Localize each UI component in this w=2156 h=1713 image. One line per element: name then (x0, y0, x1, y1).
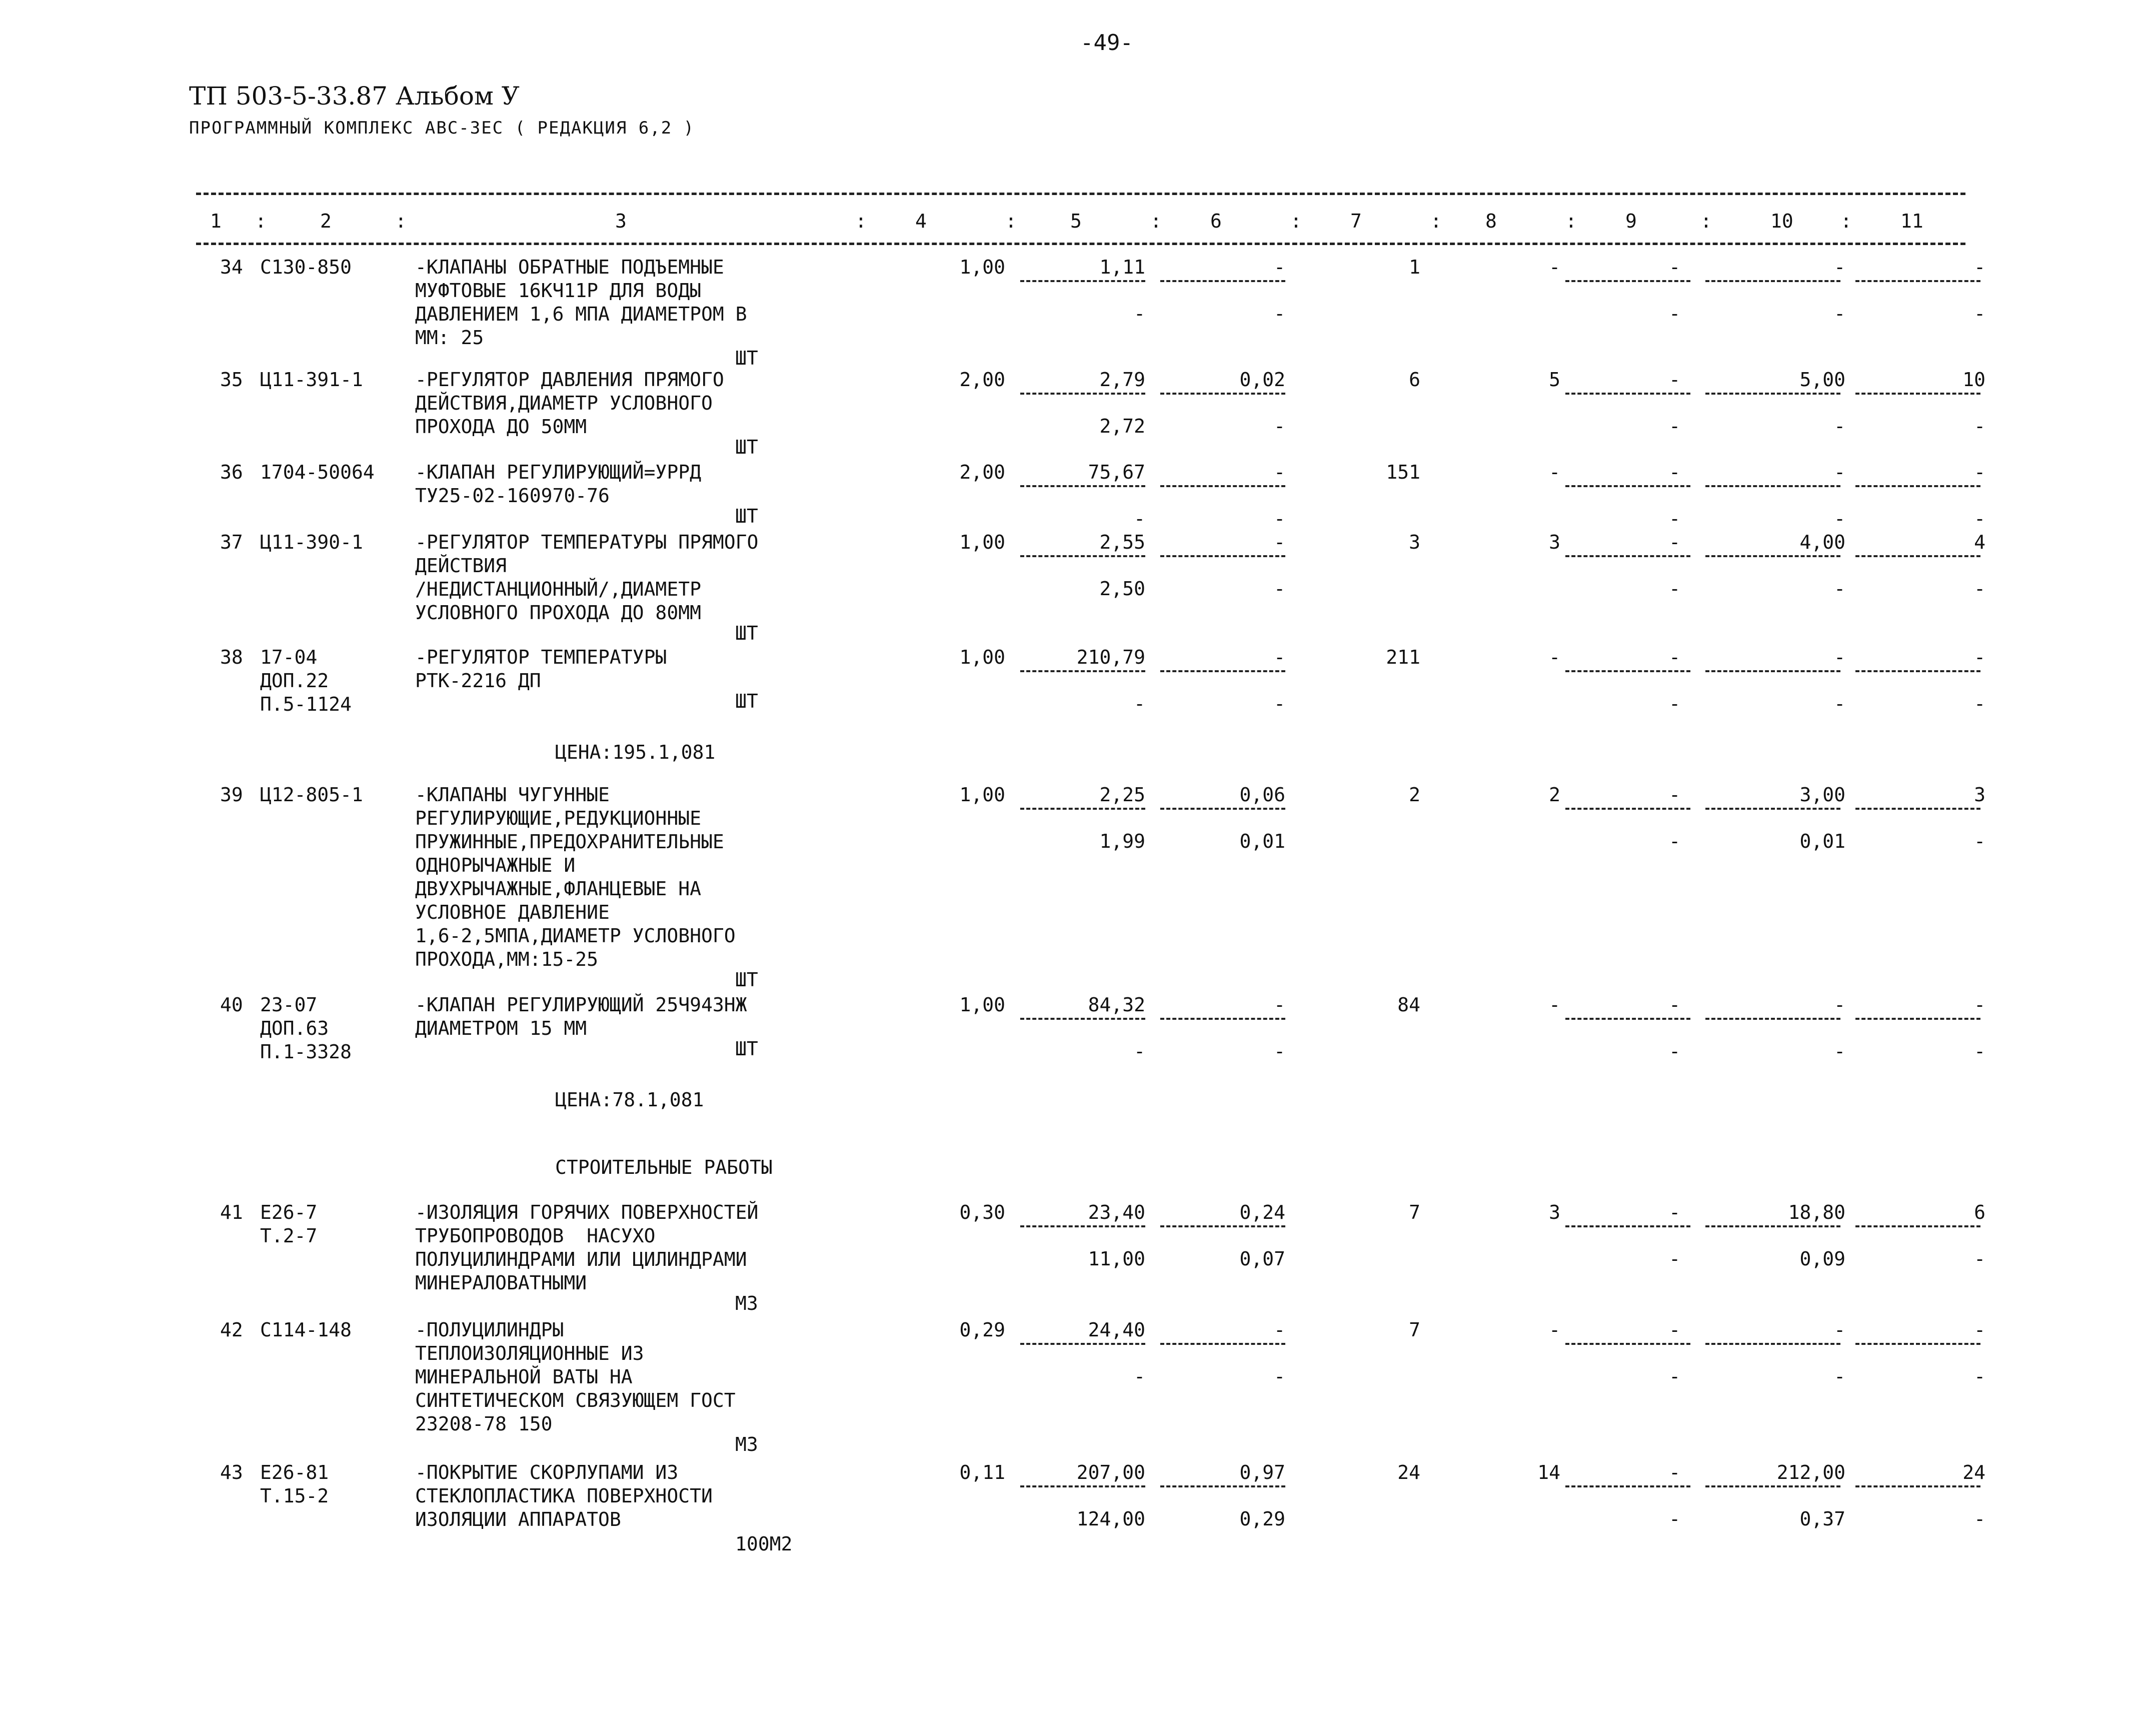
col10-divider (1705, 280, 1840, 282)
col11-divider (1855, 485, 1980, 487)
cell-col5-top: 23,40 (1088, 1201, 1145, 1223)
row-code: ДОП.22 (260, 670, 329, 692)
cell-col6-bottom: - (1274, 693, 1285, 715)
col10-divider (1705, 1018, 1840, 1020)
cell-col9-bottom: - (1669, 1040, 1680, 1062)
col6-divider (1160, 280, 1285, 282)
cell-col4: 1,00 (959, 531, 1005, 553)
row-description: РТК-2216 ДП (415, 670, 541, 692)
cell-col6-bottom: - (1274, 1365, 1285, 1387)
col6-divider (1160, 555, 1285, 557)
row-code: Ц11-391-1 (260, 369, 363, 391)
cell-col11-top: 6 (1974, 1201, 1985, 1223)
cell-col6-bottom: - (1274, 578, 1285, 600)
cell-col9-top: - (1669, 1461, 1680, 1483)
col5-divider (1020, 1485, 1145, 1487)
cell-col5-bottom: - (1134, 693, 1145, 715)
row-description: /НЕДИСТАНЦИОННЫЙ/,ДИАМЕТР (415, 578, 701, 600)
col6-divider (1160, 485, 1285, 487)
cell-col9-bottom: - (1669, 1365, 1680, 1387)
row-code: П.1-3328 (260, 1041, 352, 1063)
col10-divider (1705, 485, 1840, 487)
cell-col8: 2 (1549, 784, 1560, 806)
row-description: -КЛАПАНЫ ОБРАТНЫЕ ПОДЪЕМНЫЕ (415, 256, 724, 278)
header-separator: : (1840, 210, 1852, 232)
col6-divider (1160, 808, 1285, 810)
cell-col7: 84 (1397, 994, 1420, 1016)
cell-col8: 5 (1549, 369, 1560, 391)
cell-col5-bottom: 2,72 (1099, 415, 1145, 437)
cell-col10-top: - (1834, 461, 1845, 483)
col6-divider (1160, 670, 1285, 672)
cell-col6-top: - (1274, 461, 1285, 483)
cell-col7: 2 (1409, 784, 1420, 806)
header-col-11: 11 (1900, 210, 1923, 232)
row-unit: ШТ (735, 622, 758, 644)
col5-divider (1020, 555, 1145, 557)
row-description: ДИАМЕТРОМ 15 ММ (415, 1017, 587, 1039)
section-title: СТРОИТЕЛЬНЫЕ РАБОТЫ (555, 1156, 773, 1178)
row-description: ДВУХРЫЧАЖНЫЕ,ФЛАНЦЕВЫЕ НА (415, 878, 701, 900)
row-description: ПОЛУЦИЛИНДРАМИ ИЛИ ЦИЛИНДРАМИ (415, 1248, 747, 1270)
header-separator: : (1005, 210, 1017, 232)
row-number: 38 (220, 646, 243, 668)
col5-divider (1020, 485, 1145, 487)
cell-col8: 3 (1549, 1201, 1560, 1223)
cell-col10-top: - (1834, 646, 1845, 668)
row-number: 39 (220, 784, 243, 806)
cell-col6-bottom: 0,01 (1239, 830, 1285, 852)
row-description: -ПОЛУЦИЛИНДРЫ (415, 1319, 564, 1341)
col5-divider (1020, 1225, 1145, 1227)
row-description: 1,6-2,5МПА,ДИАМЕТР УСЛОВНОГО (415, 925, 736, 947)
cell-col7: 211 (1386, 646, 1420, 668)
col5-divider (1020, 1343, 1145, 1345)
cell-col10-bottom: 0,09 (1799, 1248, 1845, 1270)
cell-col9-top: - (1669, 646, 1680, 668)
cell-col5-top: 210,79 (1076, 646, 1145, 668)
cell-col9-bottom: - (1669, 1248, 1680, 1270)
row-description: -ИЗОЛЯЦИЯ ГОРЯЧИХ ПОВЕРХНОСТЕЙ (415, 1201, 759, 1223)
cell-col10-bottom: - (1834, 1040, 1845, 1062)
col6-divider (1160, 393, 1285, 395)
price-note-2: ЦЕНА:78.1,081 (555, 1089, 704, 1111)
cell-col9-top: - (1669, 369, 1680, 391)
cell-col7: 3 (1409, 531, 1420, 553)
row-code: ДОП.63 (260, 1017, 329, 1039)
cell-col5-bottom: - (1134, 1040, 1145, 1062)
cell-col7: 24 (1397, 1461, 1420, 1483)
row-code: Т.2-7 (260, 1225, 318, 1247)
cell-col11-top: - (1974, 1319, 1985, 1341)
row-code: 17-04 (260, 646, 318, 668)
row-description: -КЛАПАНЫ ЧУГУННЫЕ (415, 784, 610, 806)
cell-col6-bottom: - (1274, 508, 1285, 530)
cell-col6-top: - (1274, 531, 1285, 553)
cell-col9-top: - (1669, 256, 1680, 278)
cell-col11-top: - (1974, 646, 1985, 668)
cell-col4: 0,11 (959, 1461, 1005, 1483)
col10-divider (1705, 393, 1840, 395)
col11-divider (1855, 555, 1980, 557)
row-unit: ШТ (735, 505, 758, 527)
cell-col9-bottom: - (1669, 415, 1680, 437)
cell-col11-top: 24 (1962, 1461, 1985, 1483)
row-description: -РЕГУЛЯТОР ДАВЛЕНИЯ ПРЯМОГО (415, 369, 724, 391)
col11-divider (1855, 1485, 1980, 1487)
cell-col5-top: 75,67 (1088, 461, 1145, 483)
cell-col9-bottom: - (1669, 508, 1680, 530)
cell-col5-top: 24,40 (1088, 1319, 1145, 1341)
cell-col11-top: 4 (1974, 531, 1985, 553)
row-number: 37 (220, 531, 243, 553)
cell-col11-bottom: - (1974, 693, 1985, 715)
document-title: ТП 503-5-33.87 Альбом У (189, 82, 520, 111)
cell-col8: - (1549, 994, 1560, 1016)
row-unit: ШТ (735, 436, 758, 458)
cell-col5-bottom: 11,00 (1088, 1248, 1145, 1270)
cell-col11-bottom: - (1974, 415, 1985, 437)
row-description: ПРОХОДА ДО 50ММ (415, 416, 587, 438)
cell-col11-top: 10 (1962, 369, 1985, 391)
cell-col8: - (1549, 256, 1560, 278)
row-description: ПРОХОДА,ММ:15-25 (415, 948, 599, 970)
row-description: -РЕГУЛЯТОР ТЕМПЕРАТУРЫ (415, 646, 667, 668)
cell-col11-top: - (1974, 461, 1985, 483)
cell-col6-top: - (1274, 994, 1285, 1016)
cell-col5-top: 1,11 (1099, 256, 1145, 278)
row-unit: ШТ (735, 969, 758, 991)
row-unit: ШТ (735, 1038, 758, 1060)
cell-col8: 14 (1537, 1461, 1560, 1483)
col11-divider (1855, 393, 1980, 395)
col9-divider (1565, 1225, 1690, 1227)
col9-divider (1565, 1018, 1690, 1020)
cell-col8: - (1549, 461, 1560, 483)
cell-col5-top: 207,00 (1076, 1461, 1145, 1483)
cell-col9-top: - (1669, 461, 1680, 483)
col10-divider (1705, 808, 1840, 810)
col9-divider (1565, 1343, 1690, 1345)
cell-col9-top: - (1669, 1319, 1680, 1341)
cell-col5-bottom: 1,99 (1099, 830, 1145, 852)
row-description: ДАВЛЕНИЕМ 1,6 МПА ДИАМЕТРОМ В (415, 303, 747, 325)
row-code: 1704-50064 (260, 461, 375, 483)
cell-col11-top: - (1974, 994, 1985, 1016)
row-number: 41 (220, 1201, 243, 1223)
cell-col10-top: 18,80 (1788, 1201, 1845, 1223)
header-col-7: 7 (1350, 210, 1362, 232)
cell-col9-top: - (1669, 1201, 1680, 1223)
row-description: МУФТОВЫЕ 16КЧ11Р ДЛЯ ВОДЫ (415, 280, 701, 302)
cell-col11-bottom: - (1974, 303, 1985, 325)
cell-col8: 3 (1549, 531, 1560, 553)
header-separator: : (1565, 210, 1577, 232)
col9-divider (1565, 670, 1690, 672)
cell-col9-top: - (1669, 784, 1680, 806)
col11-divider (1855, 1343, 1980, 1345)
row-code: E26-81 (260, 1461, 329, 1483)
cell-col6-top: 0,97 (1239, 1461, 1285, 1483)
col9-divider (1565, 1485, 1690, 1487)
cell-col10-bottom: - (1834, 303, 1845, 325)
col10-divider (1705, 1225, 1840, 1227)
col10-divider (1705, 670, 1840, 672)
row-description: ТУ25-02-160970-76 (415, 485, 610, 507)
col5-divider (1020, 808, 1145, 810)
header-col-5: 5 (1070, 210, 1082, 232)
row-description: ПРУЖИННЫЕ,ПРЕДОХРАНИТЕЛЬНЫЕ (415, 831, 724, 853)
cell-col6-top: 0,06 (1239, 784, 1285, 806)
col11-divider (1855, 808, 1980, 810)
row-number: 36 (220, 461, 243, 483)
col11-divider (1855, 280, 1980, 282)
page-number: -49- (1080, 30, 1133, 56)
header-bottom-rule (196, 243, 1965, 245)
cell-col10-bottom: - (1834, 1365, 1845, 1387)
header-col-8: 8 (1485, 210, 1497, 232)
row-number: 43 (220, 1461, 243, 1483)
header-separator: : (1430, 210, 1442, 232)
cell-col10-top: 212,00 (1776, 1461, 1845, 1483)
col11-divider (1855, 670, 1980, 672)
cell-col9-top: - (1669, 531, 1680, 553)
col9-divider (1565, 485, 1690, 487)
row-description: 23208-78 150 (415, 1413, 553, 1435)
row-code: Ц11-390-1 (260, 531, 363, 553)
header-col-4: 4 (915, 210, 927, 232)
col5-divider (1020, 393, 1145, 395)
cell-col5-top: 2,25 (1099, 784, 1145, 806)
cell-col10-bottom: - (1834, 508, 1845, 530)
cell-col4: 1,00 (959, 784, 1005, 806)
cell-col7: 151 (1386, 461, 1420, 483)
row-description: ИЗОЛЯЦИИ АППАРАТОВ (415, 1508, 621, 1530)
col6-divider (1160, 1018, 1285, 1020)
row-description: ТРУБОПРОВОДОВ НАСУХО (415, 1225, 656, 1247)
row-number: 35 (220, 369, 243, 391)
row-description: ОДНОРЫЧАЖНЫЕ И (415, 854, 576, 876)
row-unit: М3 (735, 1292, 758, 1314)
cell-col11-top: - (1974, 256, 1985, 278)
row-unit: ШТ (735, 690, 758, 712)
cell-col5-bottom: - (1134, 508, 1145, 530)
col5-divider (1020, 1018, 1145, 1020)
row-description: СТЕКЛОПЛАСТИКА ПОВЕРХНОСТИ (415, 1485, 713, 1507)
col9-divider (1565, 280, 1690, 282)
cell-col6-bottom: - (1274, 303, 1285, 325)
cell-col4: 2,00 (959, 461, 1005, 483)
cell-col4: 0,30 (959, 1201, 1005, 1223)
cell-col4: 1,00 (959, 256, 1005, 278)
cell-col10-top: - (1834, 256, 1845, 278)
row-description: -КЛАПАН РЕГУЛИРУЮЩИЙ 25Ч943НЖ (415, 994, 747, 1016)
row-description: ММ: 25 (415, 327, 484, 349)
cell-col11-bottom: - (1974, 1508, 1985, 1530)
cell-col10-bottom: - (1834, 693, 1845, 715)
row-description: УСЛОВНОГО ПРОХОДА ДО 80ММ (415, 602, 701, 624)
header-col-1: 1 (210, 210, 222, 232)
row-description: ТЕПЛОИЗОЛЯЦИОННЫЕ ИЗ (415, 1342, 644, 1364)
col5-divider (1020, 670, 1145, 672)
cell-col6-top: - (1274, 256, 1285, 278)
header-separator: : (395, 210, 407, 232)
row-code: П.5-1124 (260, 693, 352, 715)
cell-col11-bottom: - (1974, 1040, 1985, 1062)
header-separator: : (855, 210, 867, 232)
cell-col9-bottom: - (1669, 578, 1680, 600)
row-number: 42 (220, 1319, 243, 1341)
row-description: -ПОКРЫТИЕ СКОРЛУПАМИ ИЗ (415, 1461, 679, 1483)
price-note-1: ЦЕНА:195.1,081 (555, 741, 716, 763)
row-code: Ц12-805-1 (260, 784, 363, 806)
cell-col11-bottom: - (1974, 578, 1985, 600)
cell-col6-bottom: - (1274, 415, 1285, 437)
cell-col5-bottom: 2,50 (1099, 578, 1145, 600)
cell-col4: 2,00 (959, 369, 1005, 391)
header-separator: : (255, 210, 267, 232)
cell-col6-bottom: 0,29 (1239, 1508, 1285, 1530)
cell-col11-bottom: - (1974, 830, 1985, 852)
header-top-rule (196, 193, 1965, 195)
header-separator: : (1700, 210, 1712, 232)
row-number: 40 (220, 994, 243, 1016)
col10-divider (1705, 1343, 1840, 1345)
cell-col9-bottom: - (1669, 1508, 1680, 1530)
cell-col5-top: 2,55 (1099, 531, 1145, 553)
col5-divider (1020, 280, 1145, 282)
row-description: МИНЕРАЛЬНОЙ ВАТЫ НА (415, 1366, 633, 1388)
cell-col7: 1 (1409, 256, 1420, 278)
cell-col6-top: - (1274, 646, 1285, 668)
row-code: C130-850 (260, 256, 352, 278)
cell-col6-bottom: - (1274, 1040, 1285, 1062)
cell-col6-top: - (1274, 1319, 1285, 1341)
header-separator: : (1150, 210, 1162, 232)
cell-col10-top: - (1834, 994, 1845, 1016)
row-code: E26-7 (260, 1201, 318, 1223)
cell-col7: 7 (1409, 1201, 1420, 1223)
col6-divider (1160, 1485, 1285, 1487)
row-description: СИНТЕТИЧЕСКОМ СВЯЗУЮЩЕМ ГОСТ (415, 1389, 736, 1411)
cell-col5-bottom: - (1134, 303, 1145, 325)
cell-col10-top: 5,00 (1799, 369, 1845, 391)
cell-col6-bottom: 0,07 (1239, 1248, 1285, 1270)
cell-col5-bottom: 124,00 (1076, 1508, 1145, 1530)
cell-col6-top: 0,24 (1239, 1201, 1285, 1223)
cell-col11-bottom: - (1974, 1248, 1985, 1270)
col9-divider (1565, 393, 1690, 395)
col10-divider (1705, 555, 1840, 557)
cell-col4: 0,29 (959, 1319, 1005, 1341)
header-col-3: 3 (615, 210, 627, 232)
cell-col10-top: - (1834, 1319, 1845, 1341)
row-description: ДЕЙСТВИЯ,ДИАМЕТР УСЛОВНОГО (415, 392, 713, 414)
row-description: ДЕЙСТВИЯ (415, 555, 507, 577)
cell-col9-bottom: - (1669, 830, 1680, 852)
cell-col10-top: 4,00 (1799, 531, 1845, 553)
row-unit: 100М2 (735, 1533, 793, 1555)
cell-col11-bottom: - (1974, 508, 1985, 530)
cell-col8: - (1549, 646, 1560, 668)
col10-divider (1705, 1485, 1840, 1487)
cell-col9-bottom: - (1669, 303, 1680, 325)
row-code: C114-148 (260, 1319, 352, 1341)
cell-col10-top: 3,00 (1799, 784, 1845, 806)
cell-col5-bottom: - (1134, 1365, 1145, 1387)
cell-col10-bottom: - (1834, 415, 1845, 437)
col9-divider (1565, 555, 1690, 557)
row-number: 34 (220, 256, 243, 278)
cell-col10-bottom: 0,37 (1799, 1508, 1845, 1530)
row-unit: ШТ (735, 347, 758, 369)
cell-col4: 1,00 (959, 994, 1005, 1016)
cell-col7: 6 (1409, 369, 1420, 391)
cell-col4: 1,00 (959, 646, 1005, 668)
col6-divider (1160, 1343, 1285, 1345)
document-subtitle: ПРОГРАММНЫЙ КОМПЛЕКС АВС-ЗЕС ( РЕДАКЦИЯ 6,2 ) (189, 118, 695, 138)
cell-col9-top: - (1669, 994, 1680, 1016)
header-col-6: 6 (1210, 210, 1222, 232)
cell-col11-top: 3 (1974, 784, 1985, 806)
row-unit: М3 (735, 1433, 758, 1455)
row-description: -РЕГУЛЯТОР ТЕМПЕРАТУРЫ ПРЯМОГО (415, 531, 759, 553)
cell-col5-top: 2,79 (1099, 369, 1145, 391)
cell-col7: 7 (1409, 1319, 1420, 1341)
cell-col8: - (1549, 1319, 1560, 1341)
col11-divider (1855, 1225, 1980, 1227)
cell-col11-bottom: - (1974, 1365, 1985, 1387)
cell-col6-top: 0,02 (1239, 369, 1285, 391)
header-col-10: 10 (1770, 210, 1793, 232)
row-description: УСЛОВНОЕ ДАВЛЕНИЕ (415, 901, 610, 923)
header-separator: : (1290, 210, 1302, 232)
row-description: РЕГУЛИРУЮЩИЕ,РЕДУКЦИОННЫЕ (415, 807, 701, 829)
col6-divider (1160, 1225, 1285, 1227)
cell-col10-bottom: 0,01 (1799, 830, 1845, 852)
row-code: Т.15-2 (260, 1485, 329, 1507)
header-col-2: 2 (320, 210, 332, 232)
cell-col5-top: 84,32 (1088, 994, 1145, 1016)
header-col-9: 9 (1625, 210, 1637, 232)
row-description: -КЛАПАН РЕГУЛИРУЮЩИЙ=УРРД (415, 461, 701, 483)
col9-divider (1565, 808, 1690, 810)
row-description: МИНЕРАЛОВАТНЫМИ (415, 1272, 587, 1294)
col11-divider (1855, 1018, 1980, 1020)
cell-col9-bottom: - (1669, 693, 1680, 715)
cell-col10-bottom: - (1834, 578, 1845, 600)
row-code: 23-07 (260, 994, 318, 1016)
